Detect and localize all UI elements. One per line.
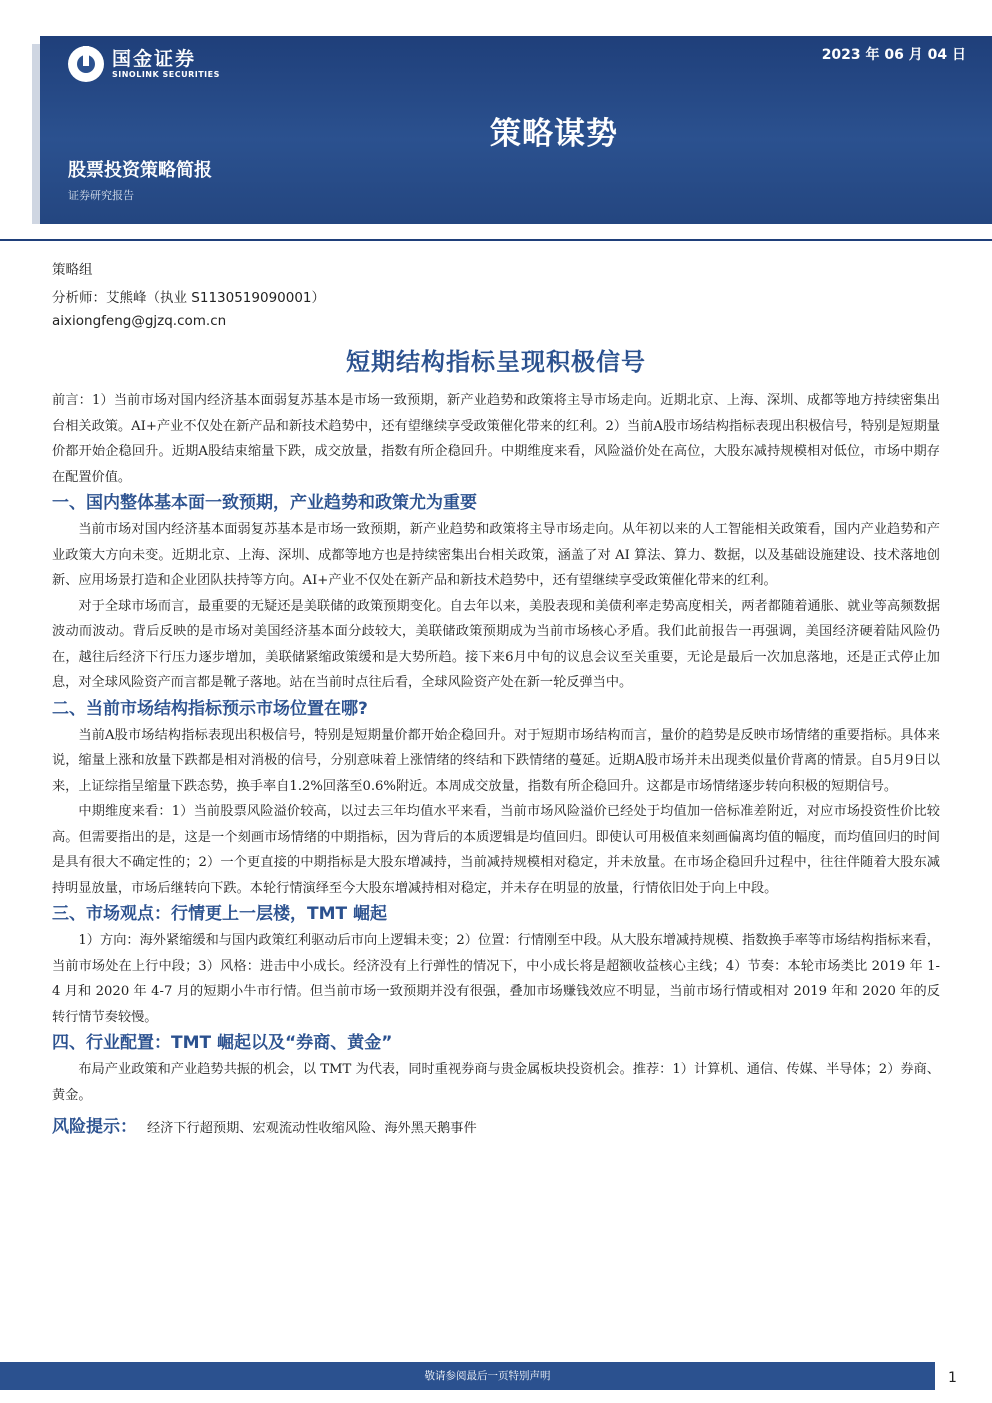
section-heading-2: 二、当前市场结构指标预示市场位置在哪? [52, 698, 368, 719]
section-heading-1: 一、国内整体基本面一致预期，产业趋势和政策尤为重要 [52, 493, 477, 513]
company-logo [68, 46, 220, 82]
report-subtitle: 股票投资策略简报 [68, 160, 212, 181]
report-body [52, 388, 940, 1137]
section-1-paragraph-1: 当前市场对国内经济基本面弱复苏基本是市场一致预期，新产业趋势和政策将主导市场走向。从年初以来的人工智能相关政策看，国内产业趋势和产业政策大方向未变。近期北京、上海、深圳、成都等地方也是持续密集出台相关政策，涵盖了对 AI 算法、算力、数据，以及基础设施建设、技术落地创新、应用场景打造和企业团队扶持等方向。AI+产业不仅处在新产品和新技术趋势中，还有望继续享受政策催化带来的红利。 [52, 522, 940, 588]
logo-chinese-name: 国金证券 [112, 48, 197, 70]
analyst-info: 分析师：艾熊峰（执业 S1130519090001） [52, 290, 326, 306]
analyst-email[interactable]: aixiongfeng@gjzq.com.cn [52, 313, 227, 329]
intro-paragraph: 前言：1）当前市场对国内经济基本面弱复苏基本是市场一致预期，新产业趋势和政策将主导市场走向。近期北京、上海、深圳、成都等地方持续密集出台相关政策。AI+产业不仅处在新产品和新技术趋势中，还有望继续享受政策催化带来的红利。2）当前A股市场结构指标表现出积极信号，特别是短期量价都开始企稳回升。近期A股结束缩量下跌，成交放量，指数有所企稳回升。中期维度来看，风险溢价处在高位，大股东减持规模相对低位，市场中期存在配置价值。 [52, 393, 940, 485]
logo-english-name: SINOLINK SECURITIES [112, 70, 220, 79]
report-type: 证券研究报告 [68, 189, 134, 202]
section-2-paragraph-2: 中期维度来看：1）当前股票风险溢价较高，以过去三年均值水平来看，当前市场风险溢价已经处于均值加一倍标准差附近，对应市场投资性价比较高。但需要指出的是，这是一个刻画市场情绪的中期指标，因为背后的本质逻辑是均值回归。即使认可用极值来刻画偏离均值的幅度，而均值回归的时间是具有很大不确定性的；2）一个更直接的中期指标是大股东增减持，当前减持规模相对稳定，并未放量。在市场企稳回升过程中，往往伴随着大股东减持明显放量，市场后继转向下跌。本轮行情演绎至今大股东增减持相对稳定，并未存在明显的放量，行情依旧处于向上中段。 [52, 804, 940, 896]
section-heading-4: 四、行业配置：TMT 崛起以及“券商、黄金” [52, 1033, 393, 1053]
column-title: 策略谋势 [490, 116, 618, 152]
team-name: 策略组 [52, 262, 93, 278]
sinolink-logo-icon [68, 46, 104, 82]
section-heading-3: 三、市场观点：行情更上一层楼，TMT 崛起 [52, 904, 388, 924]
section-4-paragraph-1: 布局产业政策和产业趋势共振的机会，以 TMT 为代表，同时重视券商与贵金属板块投资机会。推荐：1）计算机、通信、传媒、半导体；2）券商、黄金。 [52, 1062, 940, 1103]
report-header [40, 36, 992, 224]
page-number: 1 [948, 1370, 957, 1386]
header-divider [0, 239, 992, 241]
document-title: 短期结构指标呈现积极信号 [346, 348, 646, 376]
section-1-paragraph-2: 对于全球市场而言，最重要的无疑还是美联储的政策预期变化。自去年以来，美股表现和美债利率走势高度相关，两者都随着通胀、就业等高频数据波动而波动。背后反映的是市场对美国经济基本面分歧较大，美联储政策预期成为当前市场核心矛盾。我们此前报告一再强调，美国经济硬着陆风险仍在，越往后经济下行压力逐步增加，美联储紧缩政策缓和是大势所趋。接下来6月中旬的议息会议至关重要，无论是最后一次加息落地，还是正式停止加息，对全球风险资产而言都是靴子落地。站在当前时点往后看，全球风险资产处在新一轮反弹当中。 [52, 598, 940, 690]
footer-disclaimer-bar: 敬请参阅最后一页特别声明 [0, 1362, 935, 1390]
section-2-paragraph-1: 当前A股市场结构指标表现出积极信号，特别是短期量价都开始企稳回升。对于短期市场结构而言，量价的趋势是反映市场情绪的重要指标。具体来说，缩量上涨和放量下跌都是相对消极的信号，分别意味着上涨情绪的终结和下跌情绪的蔓延。近期A股市场并未出现类似量价背离的情景。自5月9日以来，上证综指呈缩量下跌态势，换手率自1.2%回落至0.6%附近。本周成交放量，指数有所企稳回升。这都是市场情绪逐步转向积极的短期信号。 [52, 727, 940, 794]
risk-text: 经济下行超预期、宏观流动性收缩风险、海外黑天鹅事件 [147, 1121, 477, 1136]
report-date: 2023 年 06 月 04 日 [821, 47, 966, 63]
risk-label: 风险提示： [52, 1117, 137, 1137]
risk-warning [52, 1112, 940, 1137]
section-3-paragraph-1: 1）方向：海外紧缩缓和与国内政策红利驱动后市向上逻辑未变；2）位置：行情刚至中段。从大股东增减持规模、指数换手率等市场结构指标来看，当前市场处在上行中段；3）风格：进击中小成长。经济没有上行弹性的情况下，中小成长将是超额收益核心主线；4）节奏：本轮市场类比 2019 年 1-4 月和 2020 年 4-7 月的短期小牛市行情。但当前市场一致预期并没有很强，叠加市场赚钱效应不明显，当前市场行情或相对 2019 年和 2020 年的反转行情节奏较慢。 [52, 933, 940, 1025]
